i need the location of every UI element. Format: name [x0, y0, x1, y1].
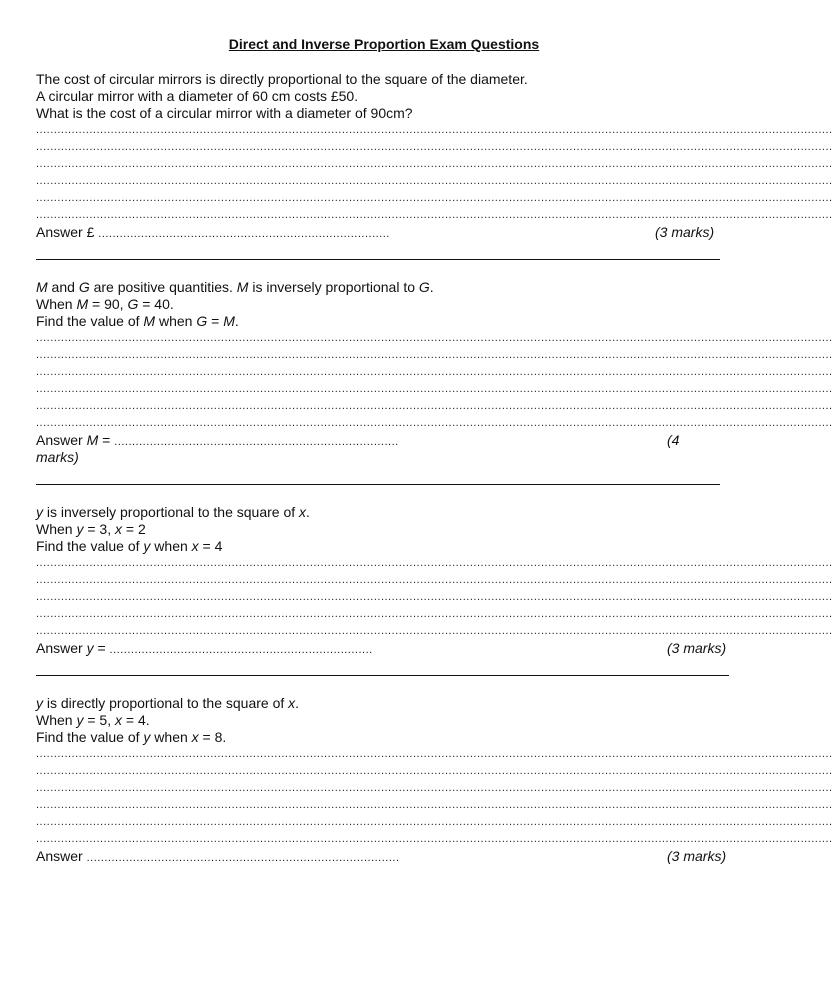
q3-text-line-2: When y = 3, x = 2 [36, 521, 146, 537]
working-line: ................................................................................................................................................................................................................................ [36, 349, 833, 361]
working-line: ................................................................................................................................................................................................................................ [36, 574, 833, 586]
question-4 [36, 695, 833, 865]
working-line: ................................................................................................................................................................................................................................ [36, 782, 833, 794]
answer-label: Answer y = [36, 640, 110, 656]
working-line: ................................................................................................................................................................................................................................ [36, 175, 833, 187]
q3-answer-row [36, 640, 736, 657]
q2-text-line-1: M and G are positive quantities. M is inversely proportional to G. [36, 279, 434, 295]
working-line: ................................................................................................................................................................................................................................ [36, 383, 833, 395]
working-line: ................................................................................................................................................................................................................................ [36, 608, 833, 620]
working-line: ................................................................................................................................................................................................................................ [36, 591, 833, 603]
answer-label: Answer M = [36, 432, 115, 448]
q2-text-line-2: When M = 90, G = 40. [36, 296, 174, 312]
section-divider [36, 259, 720, 260]
working-line: ................................................................................................................................................................................................................................ [36, 366, 833, 378]
working-line: ................................................................................................................................................................................................................................ [36, 417, 833, 429]
q2-text-line-3: Find the value of M when G = M. [36, 313, 239, 329]
answer-blank: .......................................................................... [109, 644, 373, 656]
q4-answer-row [36, 848, 736, 865]
marks-label: (3 marks) [667, 640, 727, 656]
answer-blank: ................................................................................ [114, 436, 399, 448]
working-line: ................................................................................................................................................................................................................................ [36, 765, 833, 777]
working-line: ................................................................................................................................................................................................................................ [36, 124, 833, 136]
section-divider [36, 484, 720, 485]
question-3 [36, 504, 833, 657]
working-line: ................................................................................................................................................................................................................................ [36, 748, 833, 760]
answer-label: Answer £ [36, 224, 95, 240]
question-2 [36, 279, 833, 466]
q4-text-line-2: When y = 5, x = 4. [36, 712, 150, 728]
marks-label-continued: marks) [36, 449, 79, 465]
q4-text-line-3: Find the value of y when x = 8. [36, 729, 227, 745]
marks-label: (3 marks) [655, 224, 715, 240]
answer-blank: .................................................................................. [98, 228, 390, 240]
question-1 [36, 71, 833, 241]
working-line: ................................................................................................................................................................................................................................ [36, 158, 833, 170]
working-line: ................................................................................................................................................................................................................................ [36, 400, 833, 412]
answer-label: Answer [36, 848, 83, 864]
q2-answer-row [36, 432, 736, 449]
working-line: ................................................................................................................................................................................................................................ [36, 557, 833, 569]
q1-text-line-2: A circular mirror with a diameter of 60 cm costs £50. [36, 88, 359, 104]
q1-text-line-1: The cost of circular mirrors is directly proportional to the square of the diameter. [36, 71, 528, 87]
working-line: ................................................................................................................................................................................................................................ [36, 625, 833, 637]
working-line: ................................................................................................................................................................................................................................ [36, 816, 833, 828]
q3-text-line-3: Find the value of y when x = 4 [36, 538, 223, 554]
answer-blank: ........................................................................................ [86, 852, 400, 864]
q1-text-line-3: What is the cost of a circular mirror with a diameter of 90cm? [36, 105, 413, 121]
q4-text-line-1: y is directly proportional to the square of x. [36, 695, 300, 711]
q1-answer-row [36, 224, 736, 241]
marks-label: (3 marks) [667, 848, 727, 864]
q3-text-line-1: y is inversely proportional to the square of x. [36, 504, 310, 520]
working-line: ................................................................................................................................................................................................................................ [36, 833, 833, 845]
worksheet-title: Direct and Inverse Proportion Exam Questions [228, 36, 540, 52]
working-line: ................................................................................................................................................................................................................................ [36, 141, 833, 153]
working-line: ................................................................................................................................................................................................................................ [36, 799, 833, 811]
marks-label: (4 [667, 432, 680, 448]
working-line: ................................................................................................................................................................................................................................ [36, 209, 833, 221]
working-line: ................................................................................................................................................................................................................................ [36, 192, 833, 204]
section-divider [36, 675, 729, 676]
working-line: ................................................................................................................................................................................................................................ [36, 332, 833, 344]
